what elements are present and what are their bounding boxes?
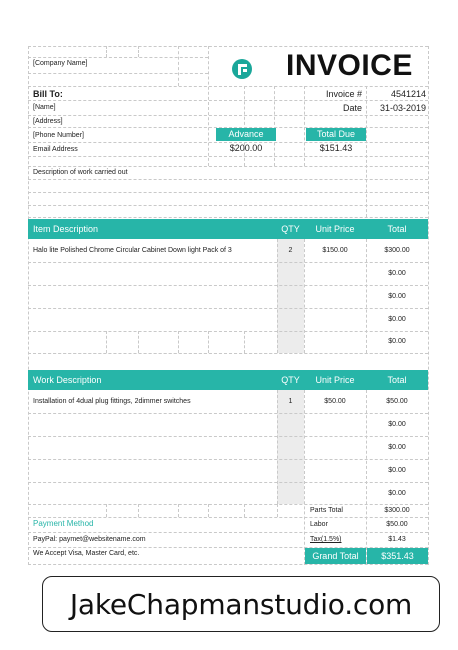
date-label: Date: [342, 103, 362, 113]
bill-to-label: Bill To:: [33, 89, 63, 99]
paypal-text: PayPal: paymet@websitename.com: [33, 536, 146, 543]
bill-to-address: [Address]: [33, 118, 63, 125]
invoice-title: INVOICE: [286, 49, 413, 82]
items-qty-column: [277, 239, 304, 353]
items-header-total: Total: [387, 224, 407, 234]
parts-total-value: $300.00: [384, 507, 410, 514]
item-unit-price: $150.00: [322, 247, 348, 254]
invoice-date: 31-03-2019: [379, 103, 426, 113]
work-description-note: Description of work carried out: [33, 169, 128, 176]
advance-value: $200.00: [229, 143, 263, 153]
payment-method-title: Payment Method: [33, 519, 94, 528]
company-logo-icon: [231, 58, 253, 80]
advance-label: Advance: [216, 128, 276, 141]
footer-watermark: JakeChapmanstudio.com: [42, 576, 440, 632]
grand-total-label: Grand Total: [305, 548, 366, 564]
grand-total-value: $351.43: [367, 548, 428, 564]
items-header-qty: QTY: [281, 224, 300, 234]
labor-value: $50.00: [386, 521, 408, 528]
total-due-label: Total Due: [306, 128, 366, 141]
work-total: $0.00: [388, 421, 406, 428]
items-header: [28, 219, 428, 239]
bill-to-name: [Name]: [33, 104, 56, 111]
work-header-unit-price: Unit Price: [315, 375, 355, 385]
work-total: $0.00: [388, 490, 406, 497]
work-total: $0.00: [388, 467, 406, 474]
work-qty-column: [277, 390, 304, 504]
tax-label: Tax(1.5%): [310, 536, 342, 543]
item-total: $0.00: [388, 293, 406, 300]
work-header-total: Total: [387, 375, 407, 385]
bill-to-email: Email Address: [33, 146, 78, 153]
work-header-description: Work Description: [33, 375, 102, 385]
item-total: $0.00: [388, 338, 406, 345]
work-header-qty: QTY: [281, 375, 300, 385]
work-unit-price: $50.00: [324, 398, 346, 405]
accepted-cards-text: We Accept Visa, Master Card, etc.: [33, 550, 140, 557]
bill-to-phone: [Phone Number]: [33, 132, 84, 139]
company-name: [Company Name]: [33, 60, 88, 67]
work-total: $50.00: [386, 398, 408, 405]
invoice-number: 4541214: [390, 89, 426, 99]
table-row: Halo lite Polished Chrome Circular Cabinet Down light Pack of 3: [33, 247, 232, 254]
work-qty: 1: [288, 398, 293, 405]
item-total: $0.00: [388, 270, 406, 277]
table-row: Installation of 4dual plug fittings, 2dimmer switches: [33, 398, 191, 405]
work-header: [28, 370, 428, 390]
item-total: $300.00: [384, 247, 410, 254]
work-total: $0.00: [388, 444, 406, 451]
parts-total-label: Parts Total: [310, 507, 343, 514]
labor-label: Labor: [310, 521, 328, 528]
invoice-sheet: [28, 46, 428, 565]
items-header-description: Item Description: [33, 224, 99, 234]
item-total: $0.00: [388, 316, 406, 323]
item-qty: 2: [288, 247, 293, 254]
items-header-unit-price: Unit Price: [315, 224, 355, 234]
tax-value: $1.43: [388, 536, 406, 543]
invoice-number-label: Invoice #: [325, 89, 362, 99]
total-due-value: $151.43: [319, 143, 353, 153]
